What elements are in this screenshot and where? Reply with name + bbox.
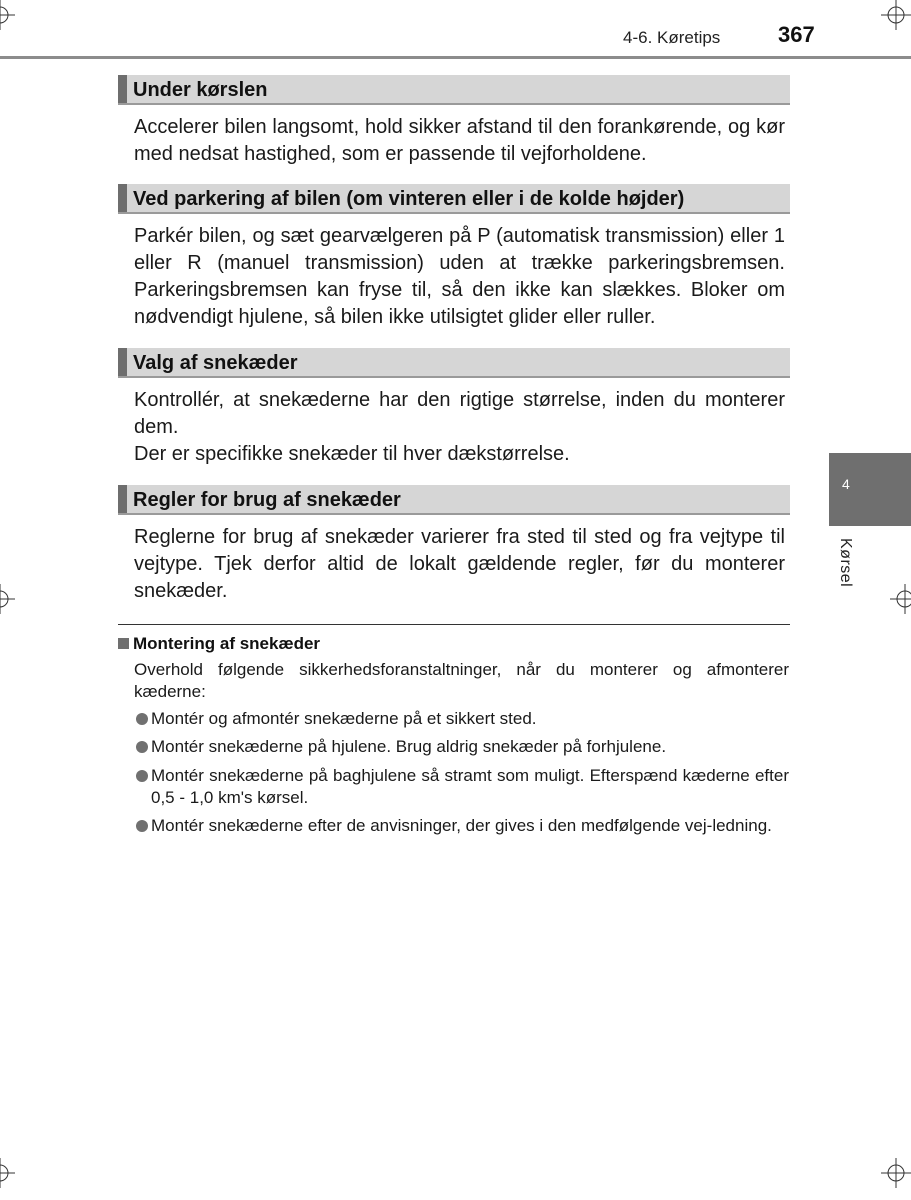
section-heading-text: Ved parkering af bilen (om vinteren eller i de kolde højder) [133,188,685,210]
registration-mark-icon [0,1158,15,1188]
paragraph: Parkér bilen, og sæt gearvælgeren på P (automatisk transmission) eller 1 eller R (manuel transmission) uden at trække parkeringsbremsen. Parkeringsbremsen kan fryse til, så den ikke kan slækkes. Bloker om nødvendigt hjulene, så bilen ikke utilsigtet glider eller ruller. [134,225,785,328]
section-heading-text: Valg af snekæder [133,352,298,374]
info-title [118,634,320,654]
heading-marker [118,184,127,212]
paragraph: Der er specifikke snekæder til hver dækstørrelse. [134,443,570,465]
list-item-text: Montér snekæderne på hjulene. Brug aldrig snekæder på forhjulene. [151,737,667,756]
section-heading [118,75,790,105]
bullet-dot-icon [136,820,148,832]
section-heading [118,485,790,515]
header-divider [0,56,911,59]
list-item-text: Montér og afmontér snekæderne på et sikkert sted. [151,709,537,728]
registration-mark-icon [0,584,15,614]
paragraph: Accelerer bilen langsomt, hold sikker afstand til den forankørende, og kør med nedsat hastighed, som er passende til vejforholdene. [134,116,785,165]
bullet-dot-icon [136,741,148,753]
info-divider [118,624,790,625]
list-item [134,765,789,809]
list-item-text: Montér snekæderne på baghjulene så stramt som muligt. Efterspænd kæderne efter 0,5 - 1,0 km's kørsel. [151,766,789,807]
square-bullet-icon [118,638,129,649]
registration-mark-icon [881,0,911,30]
section-body [134,223,785,331]
list-item-text: Montér snekæderne efter de anvisninger, der gives i den medfølgende vej-ledning. [151,816,772,835]
section-title: 4-6. Køretips [623,28,721,47]
registration-mark-icon [0,0,15,30]
list-item [134,708,789,730]
info-title-text: Montering af snekæder [133,634,321,653]
info-intro: Overhold følgende sikkerhedsforanstaltninger, når du monterer og afmonterer kæderne: [134,660,789,701]
list-item [134,736,789,758]
chapter-label: Kørsel [837,538,854,588]
section-heading [118,184,790,214]
chapter-number: 4 [842,476,850,492]
heading-marker [118,348,127,376]
paragraph: Kontrollér, at snekæderne har den rigtige størrelse, inden du monterer dem. [134,389,785,438]
registration-mark-icon [881,1158,911,1188]
section-heading-text: Under kørslen [133,79,268,101]
section-body [134,387,785,468]
heading-marker [118,75,127,103]
section-heading [118,348,790,378]
page-number: 367 [778,22,815,47]
bullet-dot-icon [136,713,148,725]
paragraph: Reglerne for brug af snekæder varierer fra sted til sted og fra vejtype til vejtype. Tjek derfor altid de lokalt gældende regler, før du monterer snekæder. [134,526,785,602]
bullet-dot-icon [136,770,148,782]
registration-mark-icon [890,584,911,614]
section-body [134,114,785,168]
section-body [134,524,785,605]
list-item [134,815,789,837]
section-heading-text: Regler for brug af snekæder [133,489,401,511]
heading-marker [118,485,127,513]
